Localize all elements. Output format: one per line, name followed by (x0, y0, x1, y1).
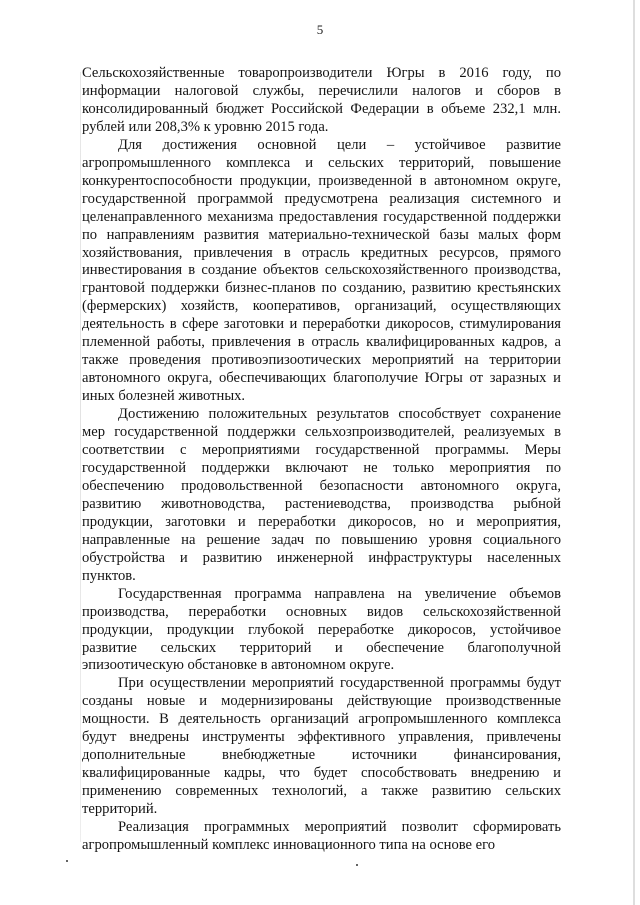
page-number: 5 (316, 22, 324, 37)
scan-edge (633, 0, 635, 905)
paragraph-1: Сельскохозяйственные товаропроизводители Югры в 2016 году, по информации налоговой службы, перечислили налогов и сборов в консолидированный бюджет Российской Федерации в объеме 232,1 млн. рублей или 208,3% к уровню 2015 года. (82, 65, 561, 135)
paragraph-2: Для достижения основной цели – устойчивое развитие агропромышленного комплекса и сельских территорий, повышение конкурентоспособности продукции, произведенной в автономном округе, государственной программой предусмотрена реализация системного и целенаправленного механизма предоставления государственной поддержки по направлениям развития материально-технической базы малых форм хозяйствования, привлечения в отрасль кредитных ресурсов, прямого инвестирования в создание объектов сельскохозяйственного производства, грантовой поддержки бизнес-планов по созданию, развитию крестьянских (фермерских) хозяйств, кооперативов, организаций, осуществляющих деятельность в сфере заготовки и переработки дикоросов, стимулирования племенной работы, привлечения в отрасль квалифицированных кадров, а также проведения противоэпизоотических мероприятий на территории автономного округа, обеспечивающих благополучие Югры от заразных и иных болезней животных. (82, 136, 561, 405)
paragraph-5: При осуществлении мероприятий государственной программы будут созданы новые и модернизированы действующие производственные мощности. В деятельность организаций агропромышленного комплекса будут внедрены инструменты эффективного управления, привлечены дополнительные внебюджетные источники финансирования, квалифицированные кадры, что будет способствовать внедрению и применению современных технологий, а также развитию сельских территорий. (82, 675, 561, 818)
scan-margin-line (80, 72, 81, 842)
body-text (82, 65, 561, 855)
paragraph-4: Государственная программа направлена на увеличение объемов производства, переработки основных видов сельскохозяйственной продукции, продукции глубокой переработке дикоросов, устойчивое развитие сельских территорий и обеспечение благополучной эпизоотическую обстановке в автономном округе. (82, 585, 561, 674)
scan-speck (356, 864, 358, 866)
paragraph-6: Реализация программных мероприятий позволит сформировать агропромышленный комплекс инновационного типа на основе его (82, 819, 561, 853)
paragraph-3: Достижению положительных результатов способствует сохранение мер государственной поддержки сельхозпроизводителей, реализуемых в соответствии с мероприятиями государственной программы. Меры государственной поддержки включают не только мероприятия по обеспечению продовольственной безопасности автономного округа, развитию животноводства, растениеводства, производства рыбной продукции, заготовки и переработки дикоросов, но и мероприятия, направленные на решение задач по повышению уровня социального обустройства и развитию инженерной инфраструктуры населенных пунктов. (82, 406, 561, 584)
scan-speck (66, 860, 68, 862)
